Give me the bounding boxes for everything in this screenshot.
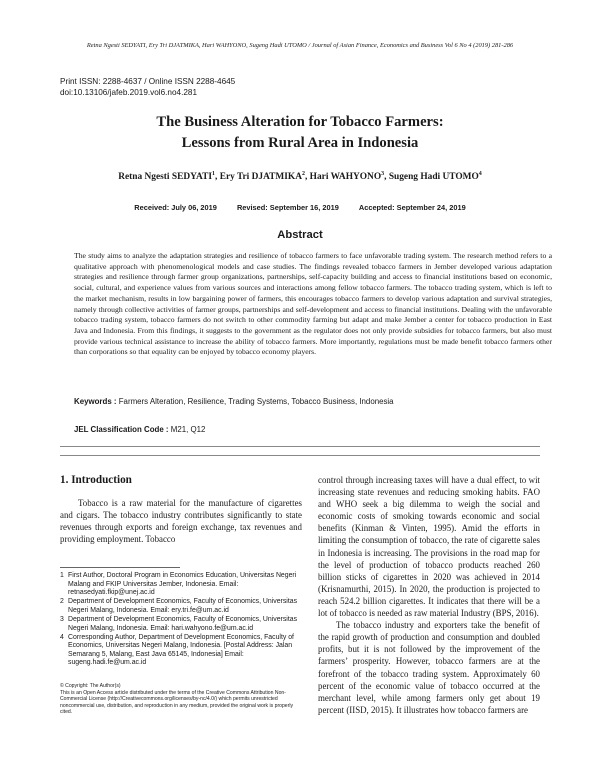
title-line-1: The Business Alteration for Tobacco Farmers: (156, 114, 444, 130)
author-affiliation-mark: 4 (478, 171, 482, 177)
keywords-line (74, 397, 552, 406)
issn-line: Print ISSN: 2288-4637 / Online ISSN 2288-4645 (60, 77, 236, 86)
footnote-number: 3 (60, 615, 64, 623)
divider-rule (60, 446, 540, 447)
footnote-text: Corresponding Author, Department of Development Economics, Faculty of Economics, Universitas Negeri Malang, Indonesia. [Postal Address: Jalan Semarang 5, Malang, East Java 65145, Indonesia] Email: sugeng.hadi.fe@um.ac.id (68, 633, 294, 667)
keywords-label: Keywords : (74, 397, 119, 406)
copyright-notice (60, 683, 304, 716)
paragraph: The tobacco industry and exporters take the benefit of the rapid growth of production and consumption and doubled profits, but it is not followed by the improvement of the farmers’ prosperity. However, tobacco farmers are at the forefront of the tobacco trading system. Approximately 60 percent of the economic value of tobacco occurred at the merchant level, while among farmers only get about 19 percent (IISD, 2015). It illustrates how tobacco farmers are (318, 620, 540, 715)
author-name: Hari WAHYONO (309, 172, 382, 183)
right-column-text (318, 474, 540, 716)
abstract-body: The study aims to analyze the adaptation strategies and resilience of tobacco farmers to face unfavorable trading system. The research method refers to a qualitative approach with phenomenological models and case studies. The findings revealed tobacco farmers in Jember developed various adaptation strategies and resilience through farmer group organizations, partnerships, self-capacity building and access to financial institutions based on economic, social, cultural, and experience values from various sources and interactions among fellow tobacco farmers. The tobacco trading system, which is left to the market mechanism, results in low bargaining power of farmers, this encourages tobacco farmers to develop various adaptation and survival strategies, namely through collective activities of farmer groups, partnerships and self-development and access to financial institutions. Dealing with the unfavorable tobacco trading system, tobacco farmers do not switch to other commodity farming but adapt and make Jember a center for tobacco production in East Java and Indonesia. From this findings, it suggests to the government as the regulator does not only provide subsidies for tobacco farmers, but also must provide various technical assistance to increase the ability of tobacco farmers. More importantly, regulations must be made benefit tobacco farmers other than corporations so that equality can be enjoyed by tobacco economy players. (74, 251, 552, 357)
keywords-value: Farmers Alteration, Resilience, Trading Systems, Tobacco Business, Indonesia (118, 397, 394, 406)
paragraph: Tobacco is a raw material for the manufacture of cigarettes and cigars. The tobacco industry contributes significantly to state revenues through exports and foreign exchange, tax revenues and providing employment. Tobacco (60, 498, 302, 545)
author-list: Retna Ngesti SEDYATI$^1$, Ery Tri DJATMIKA$^2$, Hari WAHYONO$^3$, Sugeng Hadi UTOMO$^4$ (118, 171, 482, 183)
publication-dates (60, 203, 540, 212)
copyright-line: © Copyright: The Author(s) (60, 683, 121, 689)
abstract-heading: Abstract (277, 229, 323, 241)
jel-label: JEL Classification Code : (74, 425, 171, 434)
left-column-text (60, 497, 302, 545)
paragraph: control through increasing taxes will have a dual effect, to wit increasing state revenues and reducing smoking habits. FAO and WHO seek a big dilemma to weigh the social and economic costs of smoking towards economic and social benefits (Kinman & Vinten, 1995). Amid the efforts in limiting the consumption of tobacco, the rate of cigarette sales in Indonesia is increasing. The provisions in the road map for the level of production of tobacco products reached 260 billion sticks of cigarettes in 2020 was achieved in 2014 (Krisnamurthi, 2015). In 2020, the production is projected to reach 524.2 billion cigarettes. It indicates that there will be a lot of tobacco is needed as raw material Industry (BPS, 2016). (318, 475, 540, 619)
footnote (60, 572, 310, 598)
divider-rule (60, 455, 540, 456)
author-name: Sugeng Hadi UTOMO (388, 172, 479, 183)
footnote (60, 634, 310, 668)
jel-line (74, 425, 552, 434)
footnote-number: 4 (60, 633, 64, 641)
author-name: Ery Tri DJATMIKA (219, 172, 302, 183)
title-line-2: Lessons from Rural Area in Indonesia (181, 135, 419, 151)
issn-block (60, 76, 235, 98)
running-header: Retna Ngesti SEDYATI, Ery Tri DJATMIKA, Hari WAHYONO, Sugeng Hadi UTOMO / Journal of Asian Finance, Economics and Business Vol 6 No 4 (2019) 281-286 (86, 42, 514, 49)
author-name: Retna Ngesti SEDYATI (118, 172, 212, 183)
doi-line: doi:10.13106/jafeb.2019.vol6.no4.281 (60, 88, 198, 97)
footnote-text: Department of Development Economics, Faculty of Economics, Universitas Negeri Malang, Indonesia. Email: hari.wahyono.fe@um.ac.id (68, 615, 298, 632)
license-text: This is an Open Access article distributed under the terms of the Creative Commons Attribution Non-Commercial License (http://Creativecommons.org/licenses/by-nc/4.0/) which permits unrestricted noncommercial use, distribution, and reproduction in any medium, provided the original work is properly cited. (60, 689, 294, 716)
footnote-text: Department of Development Economics, Faculty of Economics, Universitas Negeri Malang, Indonesia. Email: ery.tri.fe@um.ac.id (68, 598, 298, 614)
footnote-number: 2 (60, 598, 64, 606)
received-date: Received: July 06, 2019 (134, 203, 217, 212)
accepted-date: Accepted: September 24, 2019 (358, 203, 466, 212)
author-affiliation-mark: 2 (301, 171, 305, 177)
footnotes (60, 572, 310, 669)
revised-date: Revised: September 16, 2019 (236, 203, 339, 212)
footnote (60, 616, 310, 633)
paper-title (60, 112, 540, 154)
footnote (60, 598, 310, 615)
footnote-text: First Author, Doctoral Program in Economics Education, Universitas Negeri Malang and FKIP Universitas Jember, Indonesia. Email: retnasedyati.fkip@unej.ac.id (68, 572, 297, 597)
footnote-number: 1 (60, 572, 64, 579)
author-affiliation-mark: 3 (381, 171, 385, 177)
section-heading: 1. Introduction (60, 474, 132, 486)
footnote-rule (60, 567, 180, 568)
author-affiliation-mark: 1 (212, 171, 215, 177)
jel-value: M21, Q12 (170, 425, 206, 434)
